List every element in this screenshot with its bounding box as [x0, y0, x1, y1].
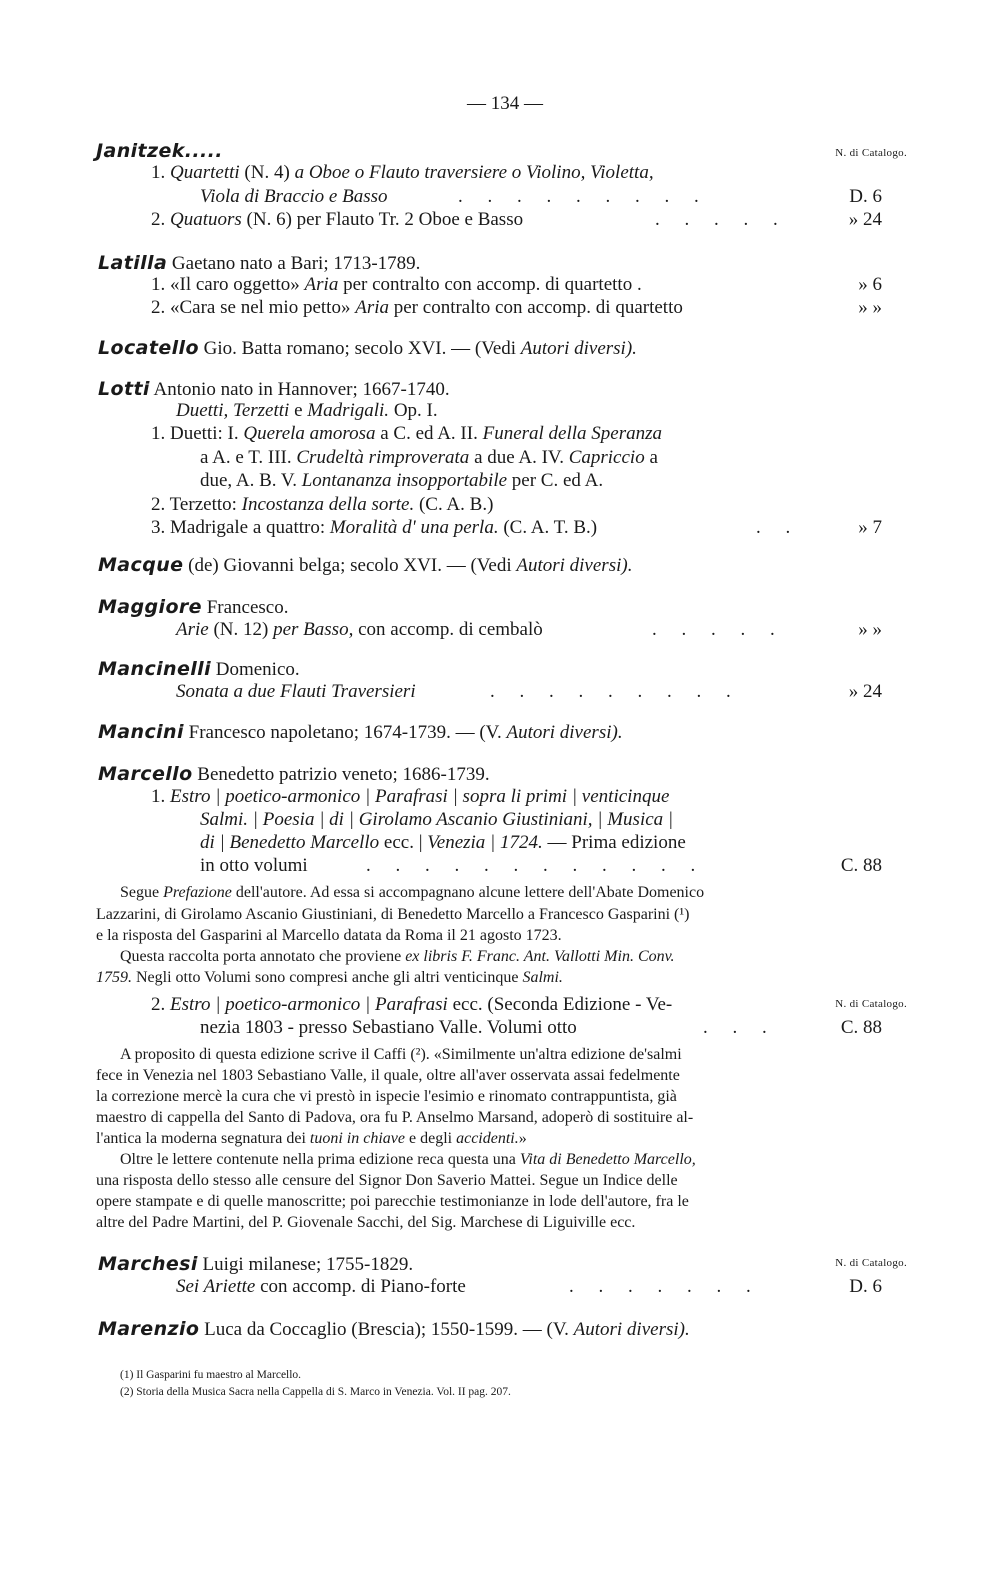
note-line: Questa raccolta porta annotato che proviene ex libris F. Franc. Ant. Vallotti Min. Conv. — [120, 948, 675, 965]
catalog-number: » » — [858, 297, 882, 318]
footnote: (1) Il Gasparini fu maestro al Marcello. — [120, 1369, 302, 1381]
entry-line: 3. Madrigale a quattro: Moralità d' una perla. (C. A. T. B.) — [151, 517, 598, 538]
entry-mancini: Mancini Francesco napoletano; 1674-1739. — (V. Autori diversi). — [98, 721, 623, 743]
note-line: l'antica la moderna segnatura dei tuoni in chiave e degli accidenti.» — [96, 1130, 527, 1147]
leader-dots: . . . . . . . . . — [458, 186, 709, 207]
catalog-label: N. di Catalogo. — [835, 998, 907, 1010]
note-line: altre del Padre Martini, del P. Giovenale Sacchi, del Sig. Marchese di Liguiville ecc. — [96, 1214, 636, 1231]
leader-dots: . . . . . — [655, 209, 788, 230]
entry-heading: Mancinelli Domenico. — [98, 658, 300, 680]
entry-line: Sei Ariette con accomp. di Piano-forte — [176, 1276, 466, 1297]
entry-line: Salmi. | Poesia | di | Girolamo Ascanio Giustiniani, | Musica | — [200, 809, 674, 830]
composer-name: Maggiore — [98, 596, 202, 618]
composer-name: Macque — [98, 554, 184, 576]
note-line: una risposta dello stesso alle censure del Signor Don Saverio Mattei. Segue un Indice delle — [96, 1172, 678, 1189]
entry-heading: Latilla Gaetano nato a Bari; 1713-1789. — [98, 252, 421, 274]
entry-line: Arie (N. 12) per Basso, con accomp. di cembalò — [176, 619, 543, 640]
composer-name: Lotti — [98, 378, 150, 400]
composer-name: Marenzio — [98, 1318, 200, 1340]
catalog-label: N. di Catalogo. — [835, 1257, 907, 1269]
note-line: la correzione mercè la cura che vi prestò in ispecie l'esimio e rinomato contrappuntista, già — [96, 1088, 677, 1105]
entry-locatello: Locatello Gio. Batta romano; secolo XVI. — (Vedi Autori diversi). — [98, 337, 637, 359]
entry-line: di | Benedetto Marcello ecc. | Venezia | 1724. — Prima edizione — [200, 832, 686, 853]
entry-line: a A. e T. III. Crudeltà rimproverata a due A. IV. Capriccio a — [200, 447, 658, 468]
composer-name: Mancinelli — [98, 658, 211, 680]
entry-heading: Marchesi Luigi milanese; 1755-1829. — [98, 1253, 414, 1275]
composer-name: Latilla — [98, 252, 168, 274]
composer-name: Locatello — [98, 337, 199, 359]
note-line: maestro di cappella del Santo di Padova, ora fu P. Anselmo Marsand, adoperò di sostituire al- — [96, 1109, 694, 1126]
catalog-number: » 24 — [848, 209, 882, 230]
note-line: e la risposta del Gasparini al Marcello datata da Roma il 21 agosto 1723. — [96, 927, 562, 944]
note-line: Oltre le lettere contenute nella prima edizione reca questa una Vita di Benedetto Marcello, — [120, 1151, 696, 1168]
entry-line: nezia 1803 - presso Sebastiano Valle. Volumi otto — [200, 1017, 577, 1038]
entry-line: in otto volumi — [200, 855, 308, 876]
note-line: fece in Venezia nel 1803 Sebastiano Valle, il quale, oltre all'aver osservata assai fedelmente — [96, 1067, 680, 1084]
entry-line: 2. Estro | poetico-armonico | Parafrasi ecc. (Seconda Edizione - Ve- — [151, 994, 673, 1015]
catalog-number: C. 88 — [840, 855, 882, 876]
leader-dots: . . . . . — [652, 619, 785, 640]
leader-dots: . . — [756, 517, 801, 538]
composer-name: Mancini — [98, 721, 184, 743]
leader-dots: . . . . . . . — [569, 1276, 761, 1297]
entry-line: 2. «Cara se nel mio petto» Aria per contralto con accomp. di quartetto — [151, 297, 683, 318]
page-number: — 134 — — [467, 93, 543, 114]
note-line: A proposito di questa edizione scrive il Caffi (²). «Similmente un'altra edizione de'salmi — [120, 1046, 682, 1063]
entry-line: Sonata a due Flauti Traversieri — [176, 681, 416, 702]
entry-heading: Maggiore Francesco. — [98, 596, 289, 618]
note-line: opere stampate e di quelle manoscritte; poi parecchie testimonianze in lode dell'autore, fra le — [96, 1193, 689, 1210]
leader-dots: . . . — [703, 1017, 777, 1038]
entry-line: Viola di Braccio e Basso — [200, 186, 388, 207]
entry-line: 2. Quatuors (N. 6) per Flauto Tr. 2 Oboe e Basso — [151, 209, 524, 230]
composer-name: Marcello — [98, 763, 193, 785]
composer-name: Marchesi — [98, 1253, 198, 1275]
entry-heading: Marcello Benedetto patrizio veneto; 1686-1739. — [98, 763, 490, 785]
entry-line: Duetti, Terzetti e Madrigali. Op. I. — [176, 400, 438, 421]
entry-line: 1. Estro | poetico-armonico | Parafrasi | sopra li primi | venticinque — [151, 786, 670, 807]
entry-line: due, A. B. V. Lontananza insopportabile per C. ed A. — [200, 470, 604, 491]
catalog-number: D. 6 — [849, 186, 882, 207]
entry-line: 2. Terzetto: Incostanza della sorte. (C. A. B.) — [151, 494, 494, 515]
footnote: (2) Storia della Musica Sacra nella Cappella di S. Marco in Venezia. Vol. II pag. 207. — [120, 1386, 511, 1398]
catalog-number: » » — [858, 619, 882, 640]
catalog-number: » 24 — [848, 681, 882, 702]
catalog-number: D. 6 — [849, 1276, 882, 1297]
composer-name: Janitzek..... — [96, 140, 223, 162]
entry-macque: Macque (de) Giovanni belga; secolo XVI. — (Vedi Autori diversi). — [98, 554, 633, 576]
catalog-number: C. 88 — [840, 1017, 882, 1038]
note-line: Segue Prefazione dell'autore. Ad essa si accompagnano alcune lettere dell'Abate Domenico — [120, 884, 705, 901]
catalog-number: » 7 — [858, 517, 882, 538]
catalog-label: N. di Catalogo. — [835, 147, 907, 159]
entry-line: 1. «Il caro oggetto» Aria per contralto con accomp. di quartetto . — [151, 274, 642, 295]
catalog-number: » 6 — [858, 274, 882, 295]
leader-dots: . . . . . . . . . — [490, 681, 741, 702]
entry-line: 1. Quartetti (N. 4) a Oboe o Flauto traversiere o Violino, Violetta, — [151, 162, 654, 183]
leader-dots: . . . . . . . . . . . . — [366, 855, 706, 876]
note-line: Lazzarini, di Girolamo Ascanio Giustiniani, di Benedetto Marcello a Francesco Gasparini (¹) — [96, 906, 690, 923]
entry-marenzio: Marenzio Luca da Coccaglio (Brescia); 1550-1599. — (V. Autori diversi). — [98, 1318, 690, 1340]
entry-heading: Lotti Antonio nato in Hannover; 1667-1740. — [98, 378, 450, 400]
entry-line: 1. Duetti: I. Querela amorosa a C. ed A. II. Funeral della Speranza — [151, 423, 663, 444]
note-line: 1759. Negli otto Volumi sono compresi anche gli altri venticinque Salmi. — [96, 969, 563, 986]
